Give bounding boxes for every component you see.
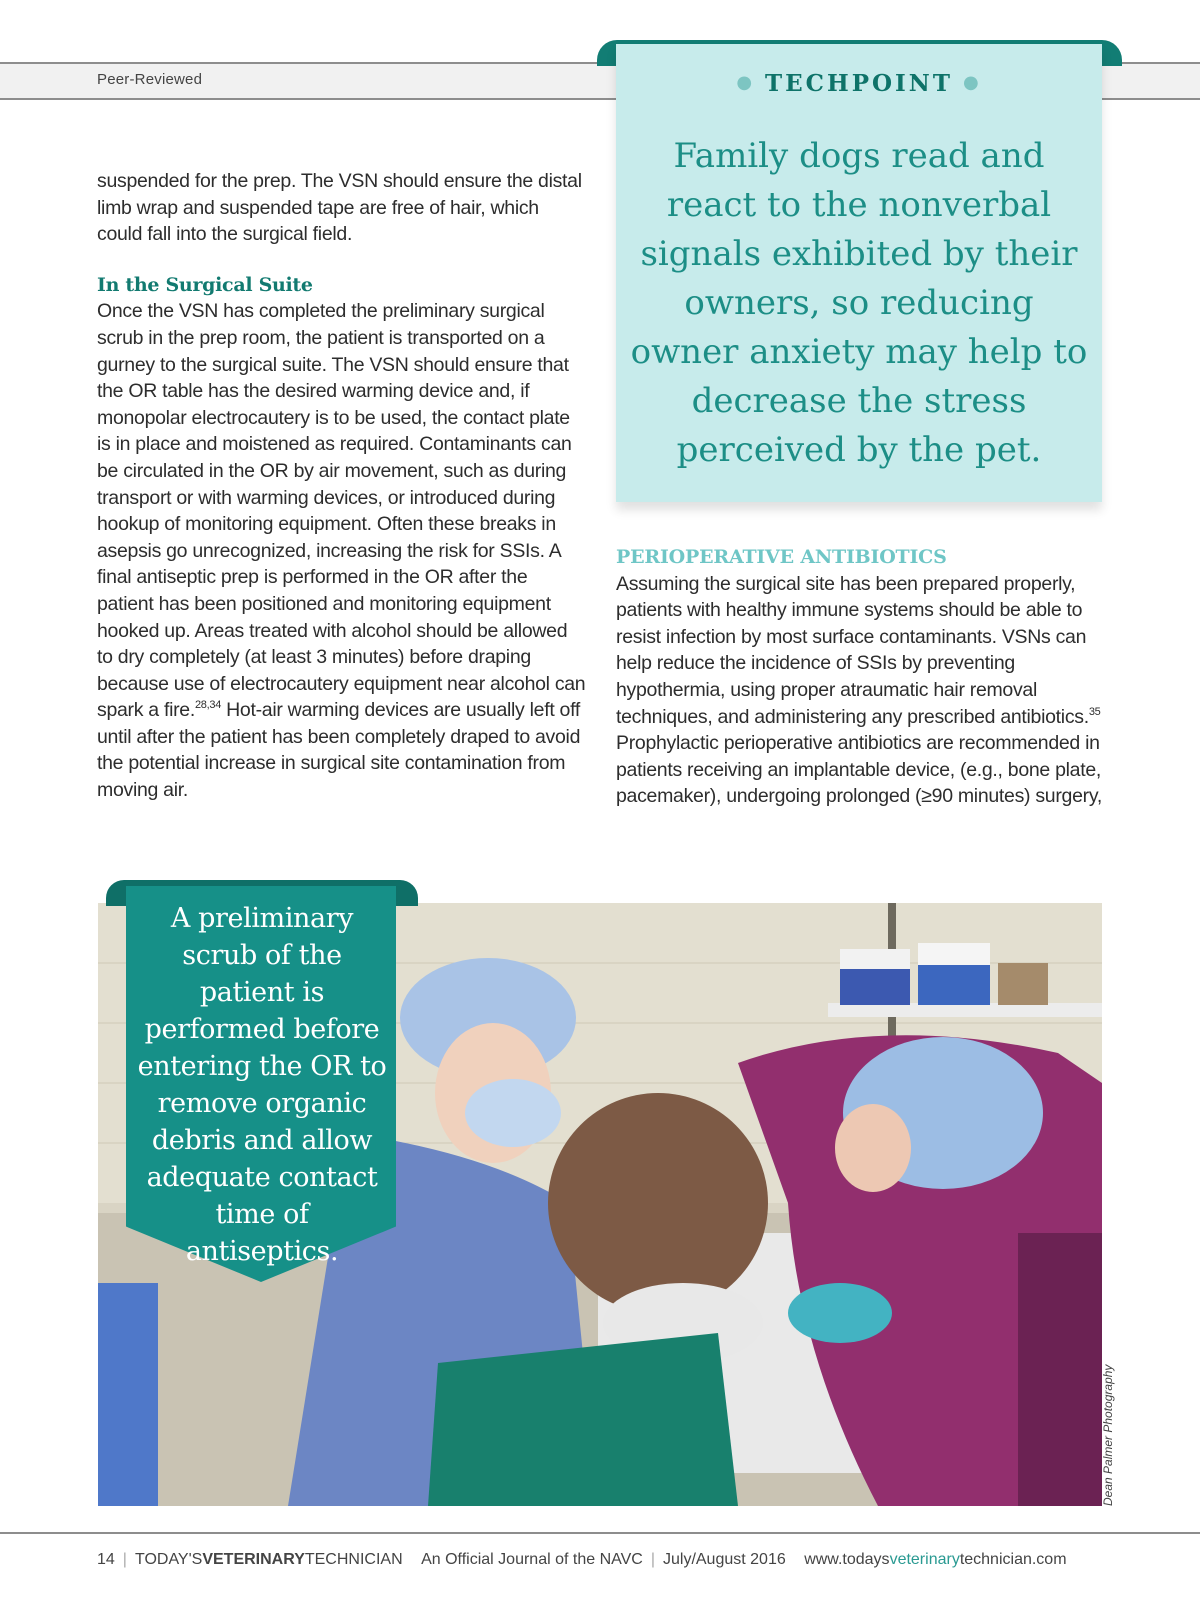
paragraph: Assuming the surgical site has been prepared properly, patients with healthy immune systems should be able to resist infection by most surface contaminants. VSNs can help reduce the incidence of SSIs by preventing hypothermia, using proper atraumatic hair removal techniques, and administering any prescribed antibiotics.$^{35}$ Prophylactic perioperative antibiotics are recommended in patients receiving an implantable device, (e.g., bone plate, pacemaker), undergoing prolonged (≥90 minutes) surgery, (616, 572, 1102, 808)
website-link[interactable]: www.todaysveterinarytechnician.com (804, 1551, 1067, 1568)
techpoint-title-text: TECHPOINT (765, 70, 953, 97)
issue-date: July/August 2016 (662, 1551, 786, 1568)
photo-credit: Dean Palmer Photography (1101, 1364, 1115, 1506)
bullet-dot-icon: ● (736, 72, 756, 93)
right-column (616, 544, 1108, 810)
journal-name: TODAY'SVETERINARYTECHNICIAN (134, 1551, 403, 1568)
running-head: Peer-Reviewed (97, 71, 203, 88)
techpoint-title (616, 70, 1102, 97)
figure-caption: A preliminary scrub of the patient is performed before entering the OR to remove organic debris and allow adequate contact time of antiseptics. (137, 903, 387, 1267)
reference-superscript: 28,34 (194, 699, 222, 712)
journal-tagline: An Official Journal of the NAVC (421, 1551, 643, 1568)
paragraph: Once the VSN has completed the preliminary surgical scrub in the prep room, the patient is transported on a gurney to the surgical suite. The VSN should ensure that the OR table has the desired warming device and, if monopolar electrocautery is to be used, the contact plate is in place and moistened as required. Contaminants can be circulated in the OR by air movement, such as during transport or with warming devices, or introduced during hookup of monitoring equipment. Often these breaks in asepsis go unrecognized, increasing the risk for SSIs. A final antiseptic prep is performed in the OR after the patient has been positioned and monitoring equipment hooked up. Areas treated with alcohol should be allowed to dry completely (at least 3 minutes) before draping because use of electrocautery equipment near alcohol can spark a fire.$^{28,34}$ Hot-air warming devices are usually left off until after the patient has been completely draped to avoid the potential increase in surgical site contamination from moving air. (97, 300, 586, 802)
subheading: In the Surgical Suite (97, 273, 313, 296)
paragraph: suspended for the prep. The VSN should ensure the distal limb wrap and suspended tape are free of hair, which could fall into the surgical field. (97, 170, 582, 246)
techpoint-box (616, 44, 1102, 502)
reference-superscript: 35 (1088, 705, 1101, 718)
techpoint-quote: Family dogs read and react to the nonverbal signals exhibited by their owners, so reducing owner anxiety may help to decrease the stress perceived by the pet. (630, 136, 1088, 470)
footer-rule (0, 1532, 1200, 1534)
left-column (97, 168, 587, 804)
section-heading: PERIOPERATIVE ANTIBIOTICS (616, 546, 947, 568)
page-number: 14 (97, 1551, 115, 1568)
footer: 14 | TODAY'SVETERINARYTECHNICIAN An Official Journal of the NAVC | July/August 2016 www.todaysveterinarytechnician.com (97, 1551, 1067, 1568)
bullet-dot-icon: ● (962, 72, 982, 93)
